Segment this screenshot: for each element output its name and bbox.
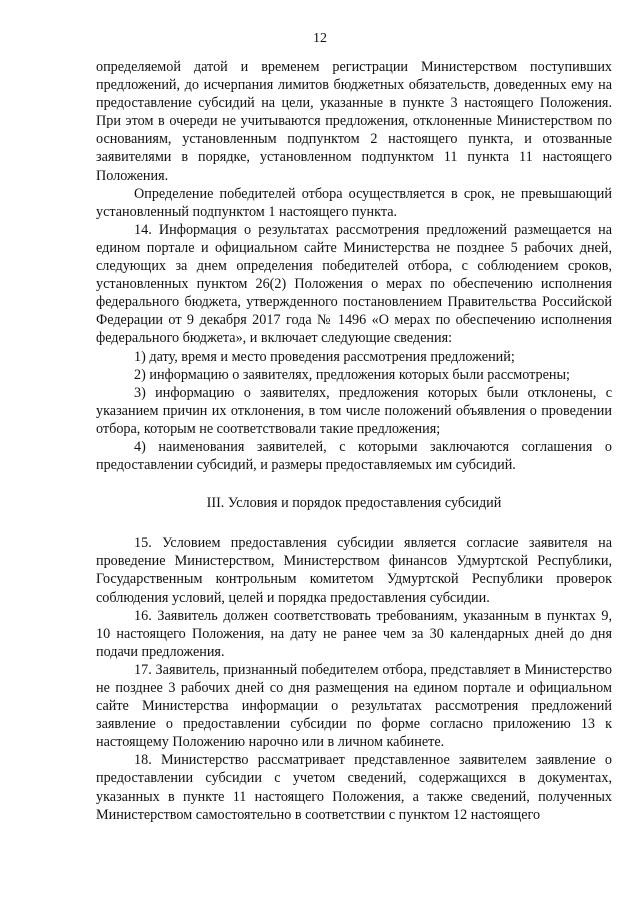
list-item-1: 1) дату, время и место проведения рассмотрения предложений; bbox=[134, 348, 515, 365]
list-item-3: 3) информацию о заявителях, предложения которых были отклонены, с указанием причин их отклонения, в том числе положений объявления о проведении отбора, которым не соответствовали такие предложения; bbox=[96, 384, 612, 437]
paragraph-item-16: 16. Заявитель должен соответствовать требованиям, указанным в пунктах 9, 10 настоящего Положения, на дату не ранее чем за 30 календарных дней до дня подачи предложения. bbox=[96, 607, 612, 660]
list-item-4: 4) наименования заявителей, с которыми заключаются соглашения о предоставлении субсидий, и размеры предоставляемых им субсидий. bbox=[96, 438, 612, 474]
document-body bbox=[96, 58, 612, 824]
paragraph-item-15: 15. Условием предоставления субсидии является согласие заявителя на проведение Министерством, Министерством финансов Удмуртской Республики, Государственным контрольным комитетом Удмуртской Республики проверок соблюдения условий, целей и порядка предоставления субсидии. bbox=[96, 535, 612, 606]
paragraph-winners-deadline: Определение победителей отбора осуществляется в срок, не превышающий установленный подпунктом 1 настоящего пункта. bbox=[96, 185, 612, 220]
paragraph-item-17: 17. Заявитель, признанный победителем отбора, представляет в Министерство не позднее 3 рабочих дней со дня размещения на едином портале и официальном сайте Министерства информации о результатах рассмотрения предложений заявление о предоставлении субсидии по форме согласно приложению 13 к настоящему Положению нарочно или в личном кабинете. bbox=[96, 661, 612, 751]
paragraph-item-18: 18. Министерство рассматривает представленное заявителем заявление о предоставлении субсидии с учетом сведений, содержащихся в документах, указанных в пункте 11 настоящего Положения, а также сведений, полученных Министерством самостоятельно в соответствии с пунктом 12 настоящего bbox=[96, 752, 612, 823]
paragraph-continuation: определяемой датой и временем регистрации Министерством поступивших предложений, до исчерпания лимитов бюджетных обязательств, доведенных ему на предоставление субсидий на цели, указанные в пункте 3 настоящего Положения. При этом в очереди не учитываются предложения, отклоненные Министерством по основаниям, установленным подпунктом 2 настоящего пункта, и отозванные заявителями в порядке, установленном подпунктом 11 пункта 11 настоящего Положения. bbox=[96, 59, 612, 184]
paragraph-item-14: 14. Информация о результатах рассмотрения предложений размещается на едином портале и официальном сайте Министерства не позднее 5 рабочих дней, следующих за днем определения победителей отбора, с соблюдением сроков, установленных пунктом 26(2) Положения о мерах по обеспечению исполнения федерального бюджета, утвержденного постановлением Правительства Российской Федерации от 9 декабря 2017 года № 1496 «О мерах по обеспечению исполнения федерального бюджета», и включает следующие сведения: bbox=[96, 221, 612, 347]
section-heading: III. Условия и порядок предоставления субсидий bbox=[206, 495, 502, 512]
page-number: 12 bbox=[313, 31, 327, 46]
list-item-2: 2) информацию о заявителях, предложения которых были рассмотрены; bbox=[134, 366, 571, 383]
